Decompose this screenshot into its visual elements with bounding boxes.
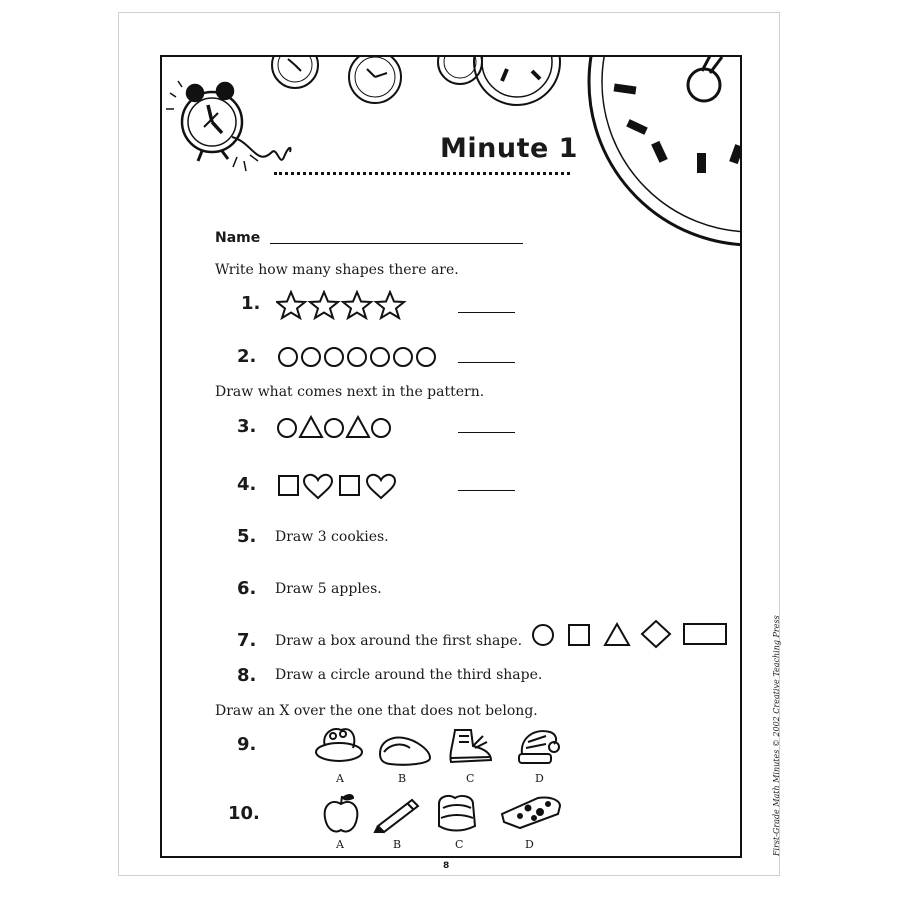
choice-letter: B [393, 838, 402, 851]
apple-icon[interactable] [321, 792, 361, 836]
page-number: 8 [443, 861, 450, 871]
question-text: Draw a box around the first shape. [275, 633, 523, 649]
star-shapes [276, 290, 411, 322]
answer-line[interactable] [458, 432, 515, 433]
medium-clock-icon [474, 57, 560, 105]
small-clock-icon [349, 57, 401, 103]
slipper-icon[interactable] [376, 730, 434, 770]
pattern-instruction: Draw what comes next in the pattern. [215, 384, 485, 400]
choice-letter: A [336, 772, 344, 785]
alarm-clock-character-icon [166, 81, 291, 171]
name-field[interactable] [270, 243, 523, 244]
small-clock-icon [272, 57, 318, 88]
question-number: 9. [237, 734, 257, 755]
question-number: 2. [237, 346, 257, 367]
copyright-credit: First-Grade Math Minutes © 2002 Creative Teaching Press [772, 615, 781, 856]
question-number: 1. [241, 293, 261, 314]
answer-line[interactable] [458, 362, 515, 363]
choice-letter: D [535, 772, 544, 785]
choice-letter: C [466, 772, 475, 785]
question-number: 3. [237, 416, 257, 437]
large-clock-icon [589, 57, 742, 245]
title-underline [274, 172, 570, 175]
worksheet-title: Minute 1 [440, 133, 578, 164]
question-number: 10. [228, 803, 260, 824]
answer-line[interactable] [458, 312, 515, 313]
count-instruction: Write how many shapes there are. [215, 262, 459, 278]
choice-letter: D [525, 838, 534, 851]
answer-line[interactable] [458, 490, 515, 491]
circle-shapes [276, 345, 448, 369]
question-number: 7. [237, 630, 257, 651]
question-text: Draw a circle around the third shape. [275, 667, 543, 683]
sneaker-icon[interactable] [445, 724, 495, 770]
choice-letter: A [336, 838, 344, 851]
ordinal-shapes [530, 620, 730, 650]
choice-letter: C [455, 838, 464, 851]
question-number: 6. [237, 578, 257, 599]
question-text: Draw 5 apples. [275, 581, 382, 597]
winter-hat-icon[interactable] [514, 724, 562, 770]
question-number: 5. [237, 526, 257, 547]
question-number: 8. [237, 665, 257, 686]
question-number: 4. [237, 474, 257, 495]
sandwich-icon[interactable] [433, 790, 483, 836]
name-label: Name [215, 230, 261, 246]
belong-instruction: Draw an X over the one that does not belong. [215, 703, 538, 719]
pattern-shapes [276, 414, 396, 440]
pattern-shapes [276, 472, 400, 500]
hat-icon[interactable] [313, 724, 365, 768]
cheese-icon[interactable] [498, 794, 564, 834]
pencil-icon[interactable] [372, 794, 424, 834]
question-text: Draw 3 cookies. [275, 529, 389, 545]
choice-letter: B [398, 772, 407, 785]
